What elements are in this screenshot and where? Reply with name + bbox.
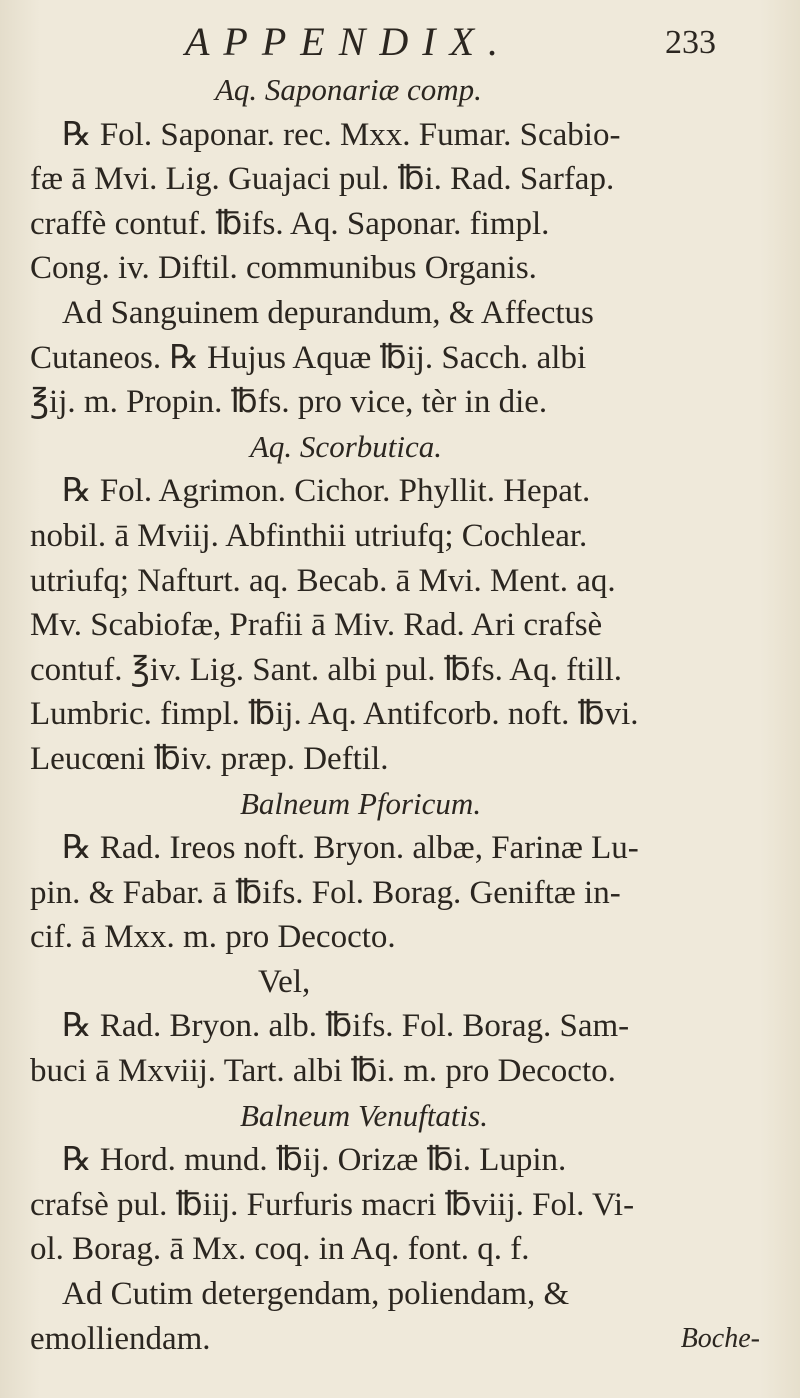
text-line: Mv. Scabiofæ, Prafii ā Miv. Rad. Ari crafsè (30, 607, 603, 644)
page-header (0, 18, 800, 68)
section-heading: Balneum Venuftatis. (240, 1097, 488, 1133)
text-line: buci ā Mxviij. Tart. albi ℔i. m. pro Decocto. (30, 1053, 616, 1090)
text-line: cif. ā Mxx. m. pro Decocto. (30, 919, 396, 956)
text-line: Ad Sanguinem depurandum, & Affectus (62, 294, 594, 331)
text-line: fæ ā Mvi. Lig. Guajaci pul. ℔i. Rad. Sarfap. (30, 161, 615, 198)
text-line: utriufq; Nafturt. aq. Becab. ā Mvi. Ment. aq. (30, 562, 616, 599)
text-line: ℞ Rad. Ireos noft. Bryon. albæ, Farinæ Lu- (62, 830, 639, 867)
text-line: ℞ Rad. Bryon. alb. ℔ifs. Fol. Borag. Sam- (62, 1008, 630, 1045)
section-heading: Aq. Saponariæ comp. (215, 72, 482, 107)
page-number: 233 (665, 24, 716, 61)
text-line: Lumbric. fimpl. ℔ij. Aq. Antifcorb. noft. ℔vi. (30, 696, 639, 733)
text-line: crafsè pul. ℔iij. Furfuris macri ℔viij. Fol. Vi- (30, 1186, 635, 1223)
text-line-last (0, 1317, 800, 1362)
text-line: ℞ Fol. Agrimon. Cichor. Phyllit. Hepat. (62, 473, 591, 510)
text-line: Cong. iv. Diftil. communibus Organis. (30, 250, 537, 287)
text-line: emolliendam. (30, 1320, 211, 1357)
text-line: Leucœni ℔iv. præp. Deftil. (30, 740, 389, 777)
section-heading: Balneum Pforicum. (240, 785, 482, 821)
catchword: Boche- (680, 1322, 760, 1354)
text-line: ol. Borag. ā Mx. coq. in Aq. font. q. f. (30, 1231, 530, 1268)
text-line: ℞ Hord. mund. ℔ij. Orizæ ℔i. Lupin. (62, 1142, 567, 1179)
text-line: pin. & Fabar. ā ℔ifs. Fol. Borag. Geniftæ in- (30, 874, 621, 911)
section-heading: Aq. Scorbutica. (250, 428, 442, 464)
text-line: Cutaneos. ℞ Hujus Aquæ ℔ij. Sacch. albi (30, 339, 587, 376)
running-head: APPENDIX. (185, 19, 513, 64)
text-line: Ad Cutim detergendam, poliendam, & (62, 1276, 570, 1313)
text-line: Vel, (258, 963, 311, 1000)
text-line: nobil. ā Mviij. Abfinthii utriufq; Cochlear. (30, 517, 588, 554)
text-line: ℥ij. m. Propin. ℔fs. pro vice, tèr in die. (30, 384, 548, 421)
text-line: craffè contuf. ℔ifs. Aq. Saponar. fimpl. (30, 205, 550, 242)
text-line: ℞ Fol. Saponar. rec. Mxx. Fumar. Scabio- (62, 116, 621, 153)
page-body (0, 68, 800, 1361)
text-line: contuf. ℥iv. Lig. Sant. albi pul. ℔fs. Aq. ftill. (30, 651, 623, 688)
